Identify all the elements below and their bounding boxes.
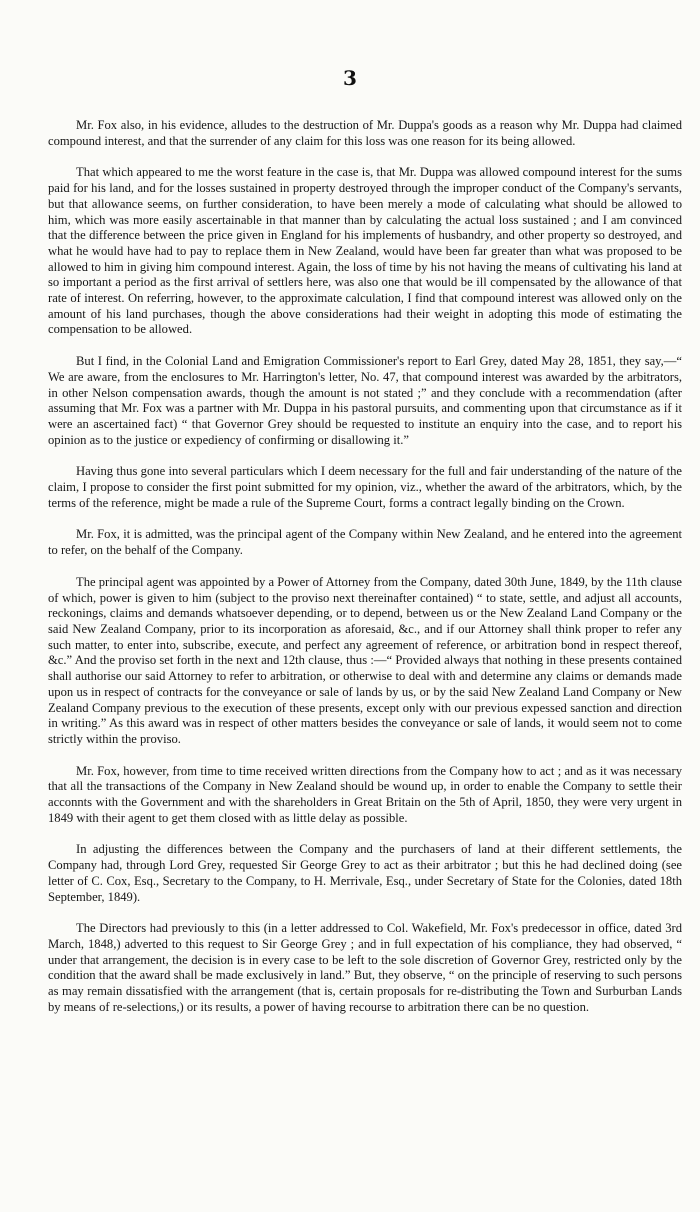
paragraph-6: The principal agent was appointed by a Power of Attorney from the Company, dated 30th June, 1849, by the 11th clause of which, power is given to him (subject to the proviso next thereinafter contained) “ to state, settle, and adjust all accounts, reckonings, claims and demands whatsoever depending, or to depend, between us or the New Zealand Land Company or the said New Zealand Company, prior to its incorporation as aforesaid, &c., and if our Attorney shall think proper to refer any such matter, to enter into, subscribe, execute, and perfect any agreement of reference, or arbitration bond in respect thereof, &c.” And the proviso set forth in the next and 12th clause, thus :—“ Provided always that nothing in these presents contained shall authorise our said Attorney to refer to arbitration, or otherwise to deal with and determine any claims or demands made upon us in respect of contracts for the conveyance or sale of lands by us, or by the said New Zealand Land Company or New Zealand Company previous to the execution of these presents, except only with our previous expessed sanction and direction in writing.” As this award was in respect of other matters besides the conveyance or sale of lands, it would seem not to come strictly within the proviso. xyxy=(48,574,682,746)
page-number: 3 xyxy=(343,66,357,90)
paragraph-3: But I find, in the Colonial Land and Emigration Commissioner's report to Earl Grey, dated May 28, 1851, they say,—“ We are aware, from the enclosures to Mr. Harrington's letter, No. 47, that compound interest was awarded by the arbitrators, in other Nelson compensation awards, though the amount is not stated ;” and they conclude with a recommendation (after assuming that Mr. Fox was a partner with Mr. Duppa in his pastoral pursuits, and commenting upon that circumstance as if it were an ascertained fact) “ that Governor Grey should be requested to institute an enquiry into the case, and to report his opinion as to the justice or expediency of confirming or disallowing it.” xyxy=(48,354,682,447)
body-text xyxy=(48,118,682,1031)
paragraph-4: Having thus gone into several particulars which I deem necessary for the full and fair understanding of the nature of the claim, I propose to consider the first point submitted for my opinion, viz., whether the award of the arbitrators, which, by the terms of the reference, might be made a rule of the Supreme Court, forms a contract legally binding on the Crown. xyxy=(48,464,682,510)
paragraph-7: Mr. Fox, however, from time to time received written directions from the Company how to act ; and as it was necessary that all the transactions of the Company in New Zealand should be wound up, in order to enable the Company to settle their acconnts with the Government and with the shareholders in Great Britain on the 5th of April, 1850, they were very urgent in 1849 with their agent to get them closed with as little delay as possible. xyxy=(48,763,682,825)
paragraph-5: Mr. Fox, it is admitted, was the principal agent of the Company within New Zealand, and he entered into the agreement to refer, on the behalf of the Company. xyxy=(48,527,682,558)
paragraph-1: Mr. Fox also, in his evidence, alludes to the destruction of Mr. Duppa's goods as a reason why Mr. Duppa had claimed compound interest, and that the surrender of any claim for this loss was one reason for its being allowed. xyxy=(48,118,682,148)
paragraph-8: In adjusting the differences between the Company and the purchasers of land at their different settlements, the Company had, through Lord Grey, requested Sir George Grey to act as their arbitrator ; but this he had declined doing (see letter of C. Cox, Esq., Secretary to the Company, to H. Merrivale, Esq., under Secretary of State for the Colonies, dated 18th September, 1849). xyxy=(48,842,682,904)
paragraph-2: That which appeared to me the worst feature in the case is, that Mr. Duppa was allowed compound interest for the sums paid for his land, and for the losses sustained in property destroyed through the improper conduct of the Company's servants, but that allowance seems, on further consideration, to have been merely a mode of calculating what should be allowed to him, which was more easily ascertainable in that manner than by calculating the actual loss sustained ; and I am convinced that the difference between the price given in England for his implements of husbandry, and other property so destroyed, and what he would have had to pay to replace them in New Zealand, would have been far greater than what was proposed to be allowed to him in giving him compound interest. Again, the loss of time by his not having the means of cultivating his land at so important a period as the first arrival of settlers here, was also one that would be ill compensated by the allowance of that rate of interest. On referring, however, to the approximate calculation, I find that compound interest was allowed only on the amount of his land purchases, though the above considerations had their weight in adopting this mode of estimating the compensation to be allowed. xyxy=(48,165,682,337)
paragraph-9: The Directors had previously to this (in a letter addressed to Col. Wakefield, Mr. Fox's predecessor in office, dated 3rd March, 1848,) adverted to this request to Sir George Grey ; and in full expectation of his compliance, they had observed, “ under that arrangement, the decision is in every case to be left to the sole discretion of Governor Grey, restricted only by the condition that the award shall be made exclusively in land.” But, they observe, “ on the principle of reserving to such persons as may remain dissatisfied with the arrangement (that is, certain proposals for re-distributing the Town and Surburban Lands by means of re-selections,) or its results, a power of having recourse to arbitration there can be no question. xyxy=(48,921,682,1014)
